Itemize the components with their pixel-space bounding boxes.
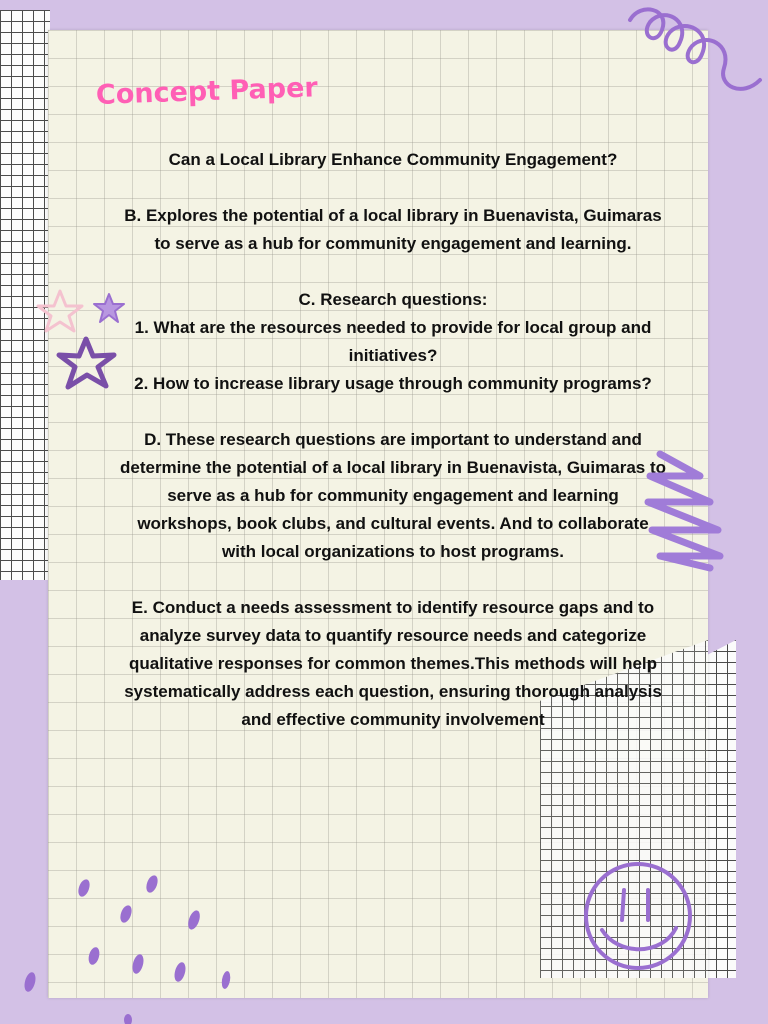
scribble-icon — [640, 446, 730, 574]
dots-icon — [20, 868, 240, 1024]
research-question-2: 2. How to increase library usage through community programs? — [134, 374, 652, 393]
star-icon — [56, 336, 118, 390]
section-e-text: E. Conduct a needs assessment to identify resource gaps and to analyze survey data to quantify resource needs and categorize qualitative responses for common themes.This methods will help systematically address each question, ensuring thorough analysis and effective community involvement — [124, 598, 662, 729]
section-c-heading: C. Research questions: — [298, 290, 488, 309]
page-title: Concept Paper — [95, 72, 319, 111]
star-icon — [92, 292, 126, 324]
section-c — [118, 286, 668, 398]
spiral-icon — [620, 0, 768, 110]
main-question: Can a Local Library Enhance Community Engagement? — [168, 150, 618, 169]
section-b-text: B. Explores the potential of a local library in Buenavista, Guimaras to serve as a hub for community engagement and learning. — [124, 206, 662, 253]
research-question-1: 1. What are the resources needed to provide for local group and initiatives? — [134, 318, 652, 365]
smiley-icon — [578, 856, 698, 976]
star-icon — [36, 288, 84, 334]
section-d-text: D. These research questions are important to understand and determine the potential of a local library in Buenavista, Guimaras to serve as a hub for community engagement and learning workshops, book clubs, and cultural events. And to collaborate with local organizations to host programs. — [119, 430, 667, 561]
document-body — [118, 146, 668, 762]
